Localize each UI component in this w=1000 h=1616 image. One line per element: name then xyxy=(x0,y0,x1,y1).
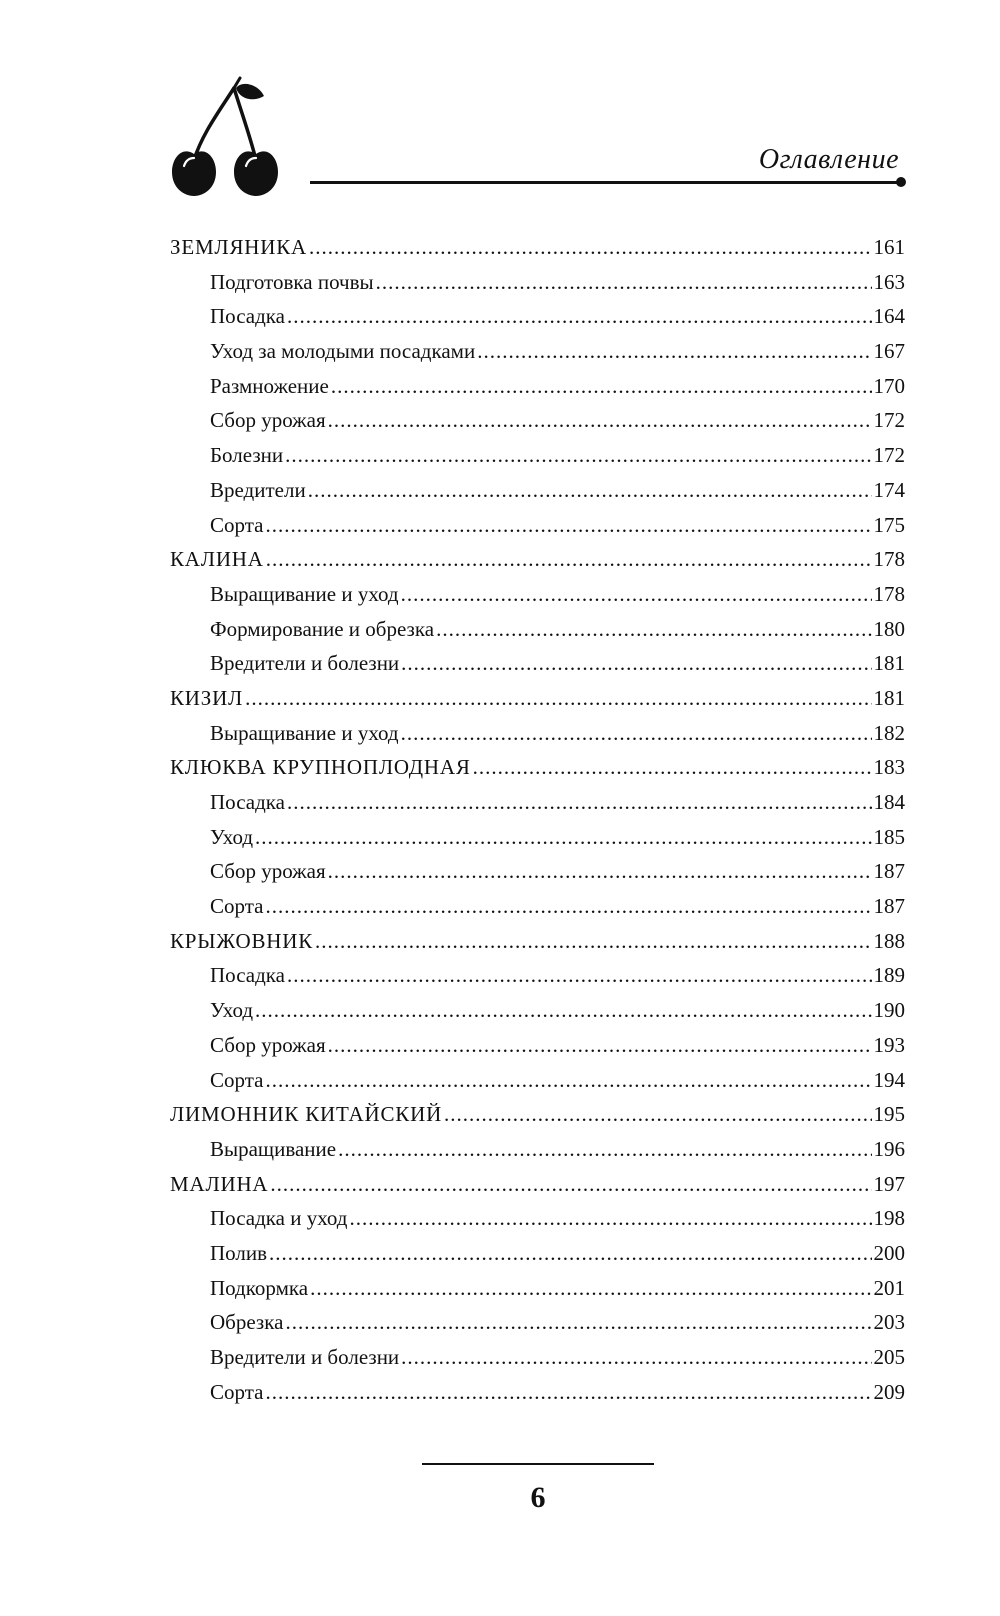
toc-section-entry[interactable] xyxy=(170,473,905,508)
toc-entry-title: Уход xyxy=(210,998,254,1023)
toc-chapter-entry[interactable] xyxy=(170,681,905,716)
toc-dot-leader xyxy=(436,612,871,647)
toc-dot-leader xyxy=(285,438,871,473)
toc-entry-title: Посадка xyxy=(210,304,285,329)
toc-section-entry[interactable] xyxy=(170,958,905,993)
toc-entry-page: 194 xyxy=(873,1067,905,1092)
toc-entry-page: 178 xyxy=(873,581,905,606)
toc-dot-leader xyxy=(350,1201,872,1236)
page-header-title: Оглавление xyxy=(758,144,899,175)
footer-divider xyxy=(422,1463,654,1465)
toc-entry-page: 187 xyxy=(873,894,905,919)
toc-entry-page: 164 xyxy=(873,304,905,329)
toc-dot-leader xyxy=(266,542,872,577)
toc-dot-leader xyxy=(401,716,872,751)
toc-chapter-entry[interactable] xyxy=(170,1167,905,1202)
toc-dot-leader xyxy=(328,403,872,438)
toc-section-entry[interactable] xyxy=(170,785,905,820)
toc-section-entry[interactable] xyxy=(170,577,905,612)
toc-section-entry[interactable] xyxy=(170,508,905,543)
toc-entry-title: КЛЮКВА КРУПНОПЛОДНАЯ xyxy=(170,755,471,780)
toc-section-entry[interactable] xyxy=(170,1028,905,1063)
toc-entry-page: 198 xyxy=(873,1206,905,1231)
toc-dot-leader xyxy=(255,993,871,1028)
toc-entry-page: 193 xyxy=(873,1032,905,1057)
toc-dot-leader xyxy=(270,1167,871,1202)
toc-chapter-entry[interactable] xyxy=(170,924,905,959)
toc-dot-leader xyxy=(269,1236,871,1271)
toc-dot-leader xyxy=(310,1271,871,1306)
toc-dot-leader xyxy=(338,1132,871,1167)
toc-entry-title: Формирование и обрезка xyxy=(210,616,435,641)
toc-entry-title: Выращивание xyxy=(210,1136,337,1161)
toc-section-entry[interactable] xyxy=(170,716,905,751)
toc-entry-page: 175 xyxy=(873,512,905,537)
toc-entry-title: Сбор урожая xyxy=(210,859,326,884)
toc-dot-leader xyxy=(287,785,872,820)
toc-entry-title: Сорта xyxy=(210,1067,264,1092)
toc-entry-title: Посадка xyxy=(210,963,285,988)
toc-dot-leader xyxy=(308,473,872,508)
toc-dot-leader xyxy=(376,265,872,300)
toc-entry-page: 184 xyxy=(873,790,905,814)
toc-entry-title: Вредители xyxy=(210,477,306,502)
toc-entry-page: 163 xyxy=(873,269,905,294)
toc-section-entry[interactable] xyxy=(170,265,905,300)
toc-dot-leader xyxy=(401,646,871,681)
toc-dot-leader xyxy=(331,369,872,404)
toc-entry-page: 197 xyxy=(873,1171,905,1196)
toc-entry-title: Уход за молодыми посадками xyxy=(210,339,476,364)
toc-entry-page: 200 xyxy=(873,1240,905,1265)
toc-entry-page: 190 xyxy=(873,998,905,1023)
toc-entry-title: Сбор урожая xyxy=(210,408,326,433)
toc-entry-page: 209 xyxy=(873,1379,905,1404)
toc-section-entry[interactable] xyxy=(170,854,905,889)
toc-chapter-entry[interactable] xyxy=(170,230,905,265)
toc-entry-title: Сбор урожая xyxy=(210,1032,326,1057)
toc-entry-page: 172 xyxy=(873,443,905,468)
toc-section-entry[interactable] xyxy=(170,612,905,647)
toc-dot-leader xyxy=(401,577,872,612)
toc-entry-page: 196 xyxy=(873,1136,905,1161)
toc-section-entry[interactable] xyxy=(170,1132,905,1167)
toc-section-entry[interactable] xyxy=(170,1271,905,1306)
toc-dot-leader xyxy=(255,820,871,855)
toc-entry-page: 195 xyxy=(873,1102,905,1127)
toc-section-entry[interactable] xyxy=(170,438,905,473)
toc-section-entry[interactable] xyxy=(170,1201,905,1236)
toc-entry-title: Полив xyxy=(210,1240,268,1265)
toc-entry-title: Обрезка xyxy=(210,1310,284,1335)
toc-section-entry[interactable] xyxy=(170,403,905,438)
toc-section-entry[interactable] xyxy=(170,334,905,369)
toc-entry-page: 172 xyxy=(873,408,905,433)
toc-dot-leader xyxy=(328,1028,872,1063)
toc-section-entry[interactable] xyxy=(170,1236,905,1271)
toc-section-entry[interactable] xyxy=(170,889,905,924)
toc-dot-leader xyxy=(444,1097,871,1132)
toc-chapter-entry[interactable] xyxy=(170,750,905,785)
toc-entry-title: КРЫЖОВНИК xyxy=(170,928,314,953)
toc-entry-title: КАЛИНА xyxy=(170,547,264,572)
toc-entry-page: 182 xyxy=(873,720,905,745)
toc-entry-title: Подкормка xyxy=(210,1275,309,1300)
toc-entry-title: Выращивание и уход xyxy=(210,720,399,745)
toc-entry-title: Размножение xyxy=(210,373,329,398)
toc-entry-page: 170 xyxy=(873,373,905,398)
toc-dot-leader xyxy=(477,334,871,369)
toc-dot-leader xyxy=(285,1305,871,1340)
toc-entry-page: 174 xyxy=(873,477,905,502)
toc-entry-title: Вредители и болезни xyxy=(210,651,400,676)
toc-dot-leader xyxy=(309,230,872,265)
toc-section-entry[interactable] xyxy=(170,1375,905,1410)
toc-entry-page: 188 xyxy=(873,928,905,953)
page-number: 6 xyxy=(530,1481,546,1514)
toc-entry-page: 183 xyxy=(873,755,905,780)
toc-entry-title: Выращивание и уход xyxy=(210,581,399,606)
toc-chapter-entry[interactable] xyxy=(170,1097,905,1132)
toc-dot-leader xyxy=(265,508,871,543)
toc-entry-page: 167 xyxy=(873,339,905,364)
header-divider-end-dot xyxy=(896,177,906,187)
toc-section-entry[interactable] xyxy=(170,646,905,681)
toc-section-entry[interactable] xyxy=(170,299,905,334)
toc-entry-page: 185 xyxy=(873,824,905,849)
toc-dot-leader xyxy=(265,1375,871,1410)
toc-entry-title: Сорта xyxy=(210,1379,264,1404)
toc-section-entry[interactable] xyxy=(170,1340,905,1375)
cherry-icon xyxy=(172,74,290,200)
toc-entry-title: Посадка и уход xyxy=(210,1206,348,1231)
toc-dot-leader xyxy=(287,958,872,993)
toc-entry-title: Сорта xyxy=(210,512,264,537)
table-of-contents xyxy=(170,230,905,1409)
toc-section-entry[interactable] xyxy=(170,1063,905,1098)
toc-dot-leader xyxy=(315,924,871,959)
toc-chapter-entry[interactable] xyxy=(170,542,905,577)
toc-entry-page: 161 xyxy=(873,235,905,259)
toc-dot-leader xyxy=(328,854,872,889)
toc-entry-page: 189 xyxy=(873,963,905,988)
toc-dot-leader xyxy=(287,299,872,334)
toc-dot-leader xyxy=(245,681,871,716)
toc-entry-page: 203 xyxy=(873,1310,905,1335)
toc-dot-leader xyxy=(265,889,871,924)
toc-section-entry[interactable] xyxy=(170,993,905,1028)
toc-entry-title: ЗЕМЛЯНИКА xyxy=(170,235,307,259)
toc-entry-title: Посадка xyxy=(210,790,285,814)
toc-entry-page: 180 xyxy=(873,616,905,641)
toc-entry-page: 178 xyxy=(873,547,905,572)
toc-dot-leader xyxy=(473,750,872,785)
toc-entry-title: Вредители и болезни xyxy=(210,1345,400,1369)
toc-entry-title: Уход xyxy=(210,824,254,849)
toc-entry-page: 181 xyxy=(873,651,905,676)
toc-entry-page: 181 xyxy=(873,685,905,710)
toc-entry-title: КИЗИЛ xyxy=(170,685,244,710)
toc-entry-title: Подготовка почвы xyxy=(210,269,374,294)
toc-dot-leader xyxy=(401,1340,871,1375)
toc-dot-leader xyxy=(265,1063,871,1098)
toc-section-entry[interactable] xyxy=(170,1305,905,1340)
toc-section-entry[interactable] xyxy=(170,369,905,404)
toc-section-entry[interactable] xyxy=(170,820,905,855)
toc-entry-title: Болезни xyxy=(210,443,284,468)
toc-entry-page: 187 xyxy=(873,859,905,884)
toc-entry-title: Сорта xyxy=(210,894,264,919)
toc-entry-title: МАЛИНА xyxy=(170,1171,269,1196)
toc-entry-page: 205 xyxy=(873,1345,905,1369)
toc-entry-title: ЛИМОННИК КИТАЙСКИЙ xyxy=(170,1102,443,1127)
toc-entry-page: 201 xyxy=(873,1275,905,1300)
header-divider xyxy=(310,181,902,184)
